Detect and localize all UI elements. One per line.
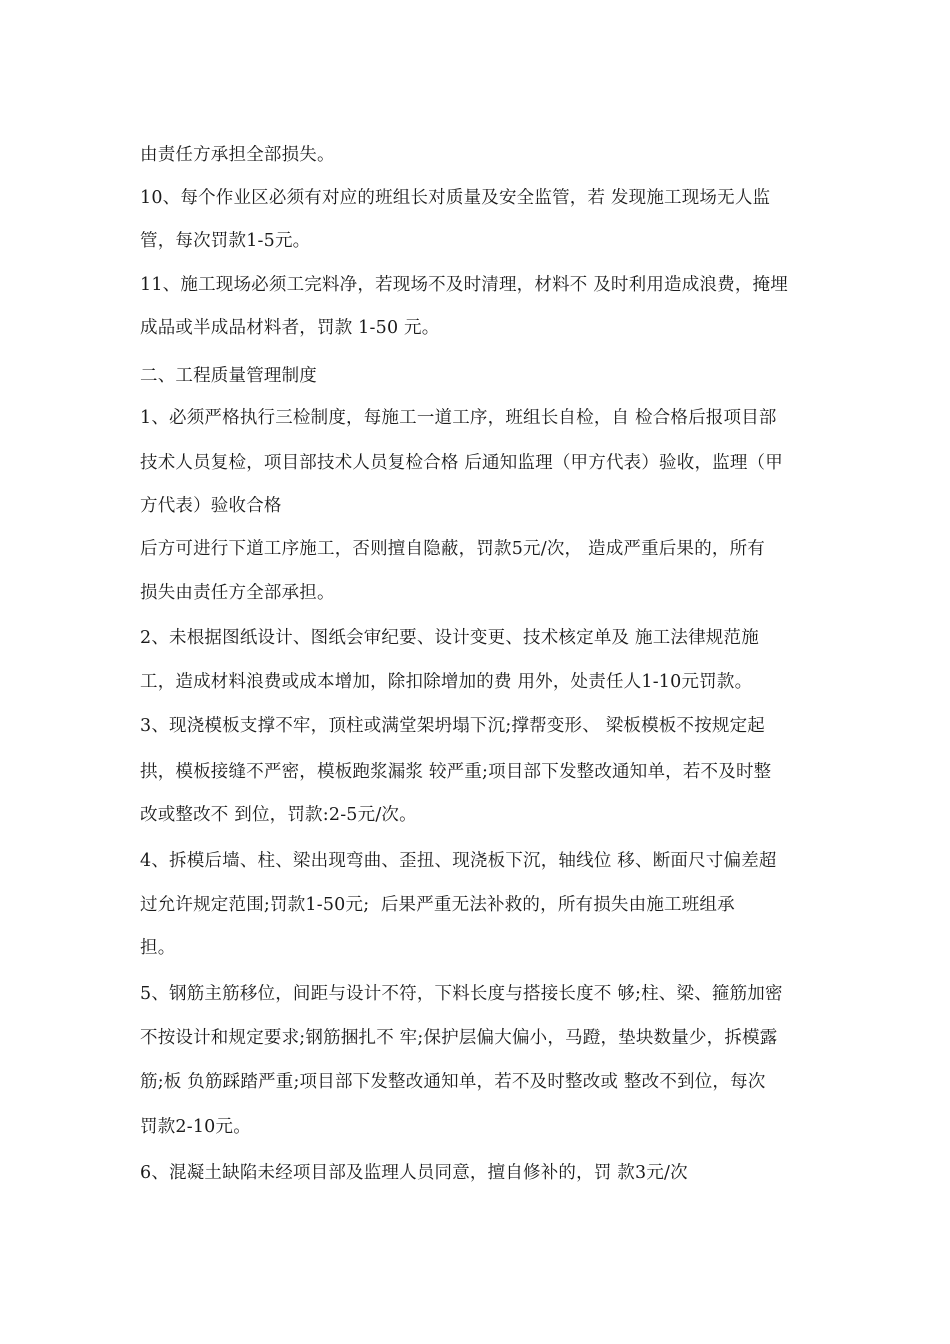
text-line: 成品或半成品材料者，罚款 1-50 元。: [140, 318, 440, 338]
text-line: 不按设计和规定要求;钢筋捆扎不 牢;保护层偏大偏小，马蹬，垫块数量少，拆模露: [140, 1028, 778, 1048]
text-line: 后方可进行下道工序施工，否则擅自隐蔽，罚款5元/次， 造成严重后果的，所有: [140, 539, 765, 559]
text-line: 损失由责任方全部承担。: [140, 583, 335, 603]
text-line: 管，每次罚款1-5元。: [140, 231, 311, 251]
text-line: 方代表）验收合格: [140, 496, 282, 516]
text-line: 罚款2-10元。: [140, 1117, 251, 1137]
text-line: 担。: [140, 938, 176, 958]
text-line: 2、未根据图纸设计、图纸会审纪要、设计变更、技术核定单及 施工法律规范施: [140, 628, 759, 648]
section-heading: 二、工程质量管理制度: [140, 366, 317, 386]
text-line: 由责任方承担全部损失。: [140, 145, 335, 165]
text-line: 5、钢筋主筋移位，间距与设计不符，下料长度与搭接长度不 够;柱、梁、箍筋加密: [140, 984, 783, 1004]
text-line: 过允许规定范围;罚款1-50元; 后果严重无法补救的，所有损失由施工班组承: [140, 895, 735, 915]
text-line: 10、每个作业区必须有对应的班组长对质量及安全监管，若 发现施工现场无人监: [140, 188, 771, 208]
text-line: 工，造成材料浪费或成本增加，除扣除增加的费 用外，处责任人1-10元罚款。: [140, 672, 753, 692]
text-line: 筋;板 负筋踩踏严重;项目部下发整改通知单，若不及时整改或 整改不到位，每次: [140, 1072, 766, 1092]
text-line: 11、施工现场必须工完料净，若现场不及时清理，材料不 及时利用造成浪费，掩埋: [140, 275, 788, 295]
text-line: 1、必须严格执行三检制度，每施工一道工序，班组长自检，自 检合格后报项目部: [140, 408, 777, 428]
text-line: 拱，模板接缝不严密，模板跑浆漏浆 较严重;项目部下发整改通知单，若不及时整: [140, 762, 772, 782]
text-line: 3、现浇模板支撑不牢，顶柱或满堂架坍塌下沉;撑帮变形、 梁板模板不按规定起: [140, 716, 765, 736]
text-line: 4、拆模后墙、柱、梁出现弯曲、歪扭、现浇板下沉，轴线位 移、断面尺寸偏差超: [140, 851, 777, 871]
text-line: 6、混凝土缺陷未经项目部及监理人员同意，擅自修补的，罚 款3元/次: [140, 1163, 688, 1183]
text-line: 改或整改不 到位，罚款:2-5元/次。: [140, 805, 417, 825]
text-line: 技术人员复检，项目部技术人员复检合格 后通知监理（甲方代表）验收，监理（甲: [140, 453, 783, 473]
